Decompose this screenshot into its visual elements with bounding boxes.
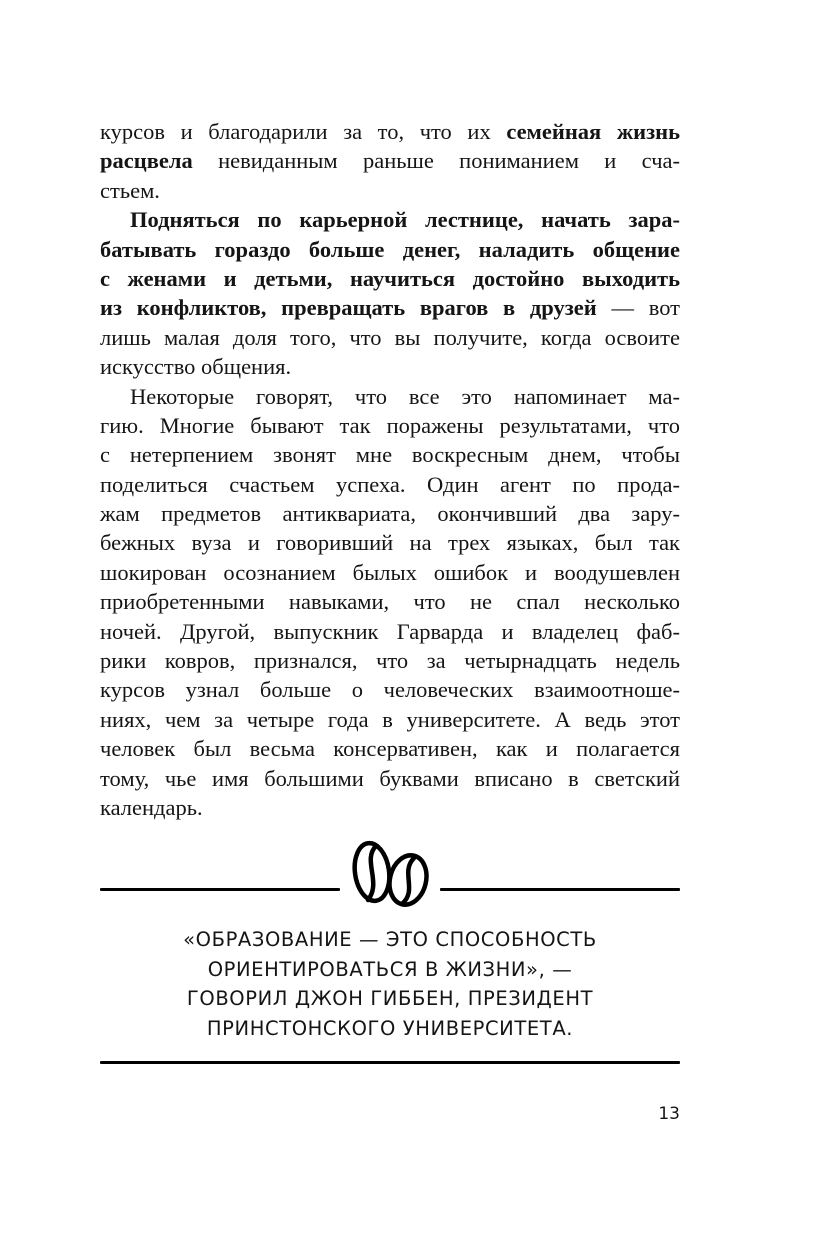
p3-line: бежных вуза и говоривший на трех языках, был так (100, 530, 680, 556)
bold-run: расцвела (100, 148, 193, 174)
text-run: курсов и благодарили за то, что их (100, 119, 507, 144)
p3-line: Некоторые говорят, что все это напоминает ма- (130, 383, 680, 409)
quote-line: ГОВОРИЛ ДЖОН ГИББЕН, ПРЕЗИДЕНТ (186, 987, 594, 1010)
p3-line: гию. Многие бывают так поражены результатами, что (100, 412, 680, 438)
p3-line: с нетерпением звонят мне воскресным днем, чтобы (100, 442, 680, 468)
bold-run: с женами и детьми, научиться достойно выходить (100, 265, 680, 291)
bold-run: семейная жизнь (506, 119, 681, 144)
p2-line-3 (100, 264, 680, 293)
p3-line: поделиться счастьем успеха. Один агент по прода- (100, 471, 680, 497)
p3-line: ниях, чем за четыре года в университете. А ведь этот (100, 706, 680, 732)
quote-line: «ОБРАЗОВАНИЕ — ЭТО СПОСОБНОСТЬ (183, 928, 597, 951)
p3-line: шокирован осознанием былых ошибок и воодушевлен (100, 559, 680, 585)
p3-line: человек был весьма консервативен, как и полагается (100, 736, 680, 762)
p3-line: тому, чье имя большими буквами вписано в светский (100, 765, 680, 791)
page-number: 13 (658, 1104, 680, 1124)
bold-run: Подняться по карьерной лестнице, начать зара- (130, 207, 680, 233)
p2-line-2 (100, 235, 680, 264)
p1-line-3: стьем. (100, 177, 160, 203)
p3-line: календарь. (100, 794, 203, 820)
p2-line-1 (100, 205, 680, 234)
body-text (100, 117, 680, 822)
p2-line-4 (100, 293, 680, 322)
quote-line: ОРИЕНТИРОВАТЬСЯ В ЖИЗНИ», — (207, 957, 573, 981)
p1-line-1 (100, 117, 680, 146)
p1-line-2 (100, 146, 680, 175)
pull-quote (100, 925, 680, 1043)
p3-line: ночей. Другой, выпускник Гарварда и владелец фаб- (100, 618, 680, 644)
p3-line: приобретенными навыками, что не спал несколько (100, 589, 680, 615)
divider-left (100, 888, 340, 891)
p2-line-5: лишь малая доля того, что вы получите, когда освоите (100, 324, 680, 350)
bold-run: батывать гораздо больше денег, наладить общение (100, 236, 680, 262)
p2-line-6: искусство общения. (100, 354, 292, 380)
p3-line: курсов узнал больше о человеческих взаимоотноше- (100, 677, 680, 703)
coffee-beans-icon (348, 838, 432, 910)
p3-line: жам предметов антиквариата, окончивший два зару- (100, 501, 680, 527)
quote-line: ПРИНСТОНСКОГО УНИВЕРСИТЕТА. (206, 1016, 574, 1040)
text-run: невиданным раньше пониманием и сча- (192, 148, 680, 174)
divider-bottom (100, 1061, 680, 1064)
p3-line: рики ковров, признался, что за четырнадцать недель (100, 648, 680, 674)
bold-run: из конфликтов, превращать врагов в друзей (100, 295, 597, 321)
divider-right (440, 888, 680, 891)
text-run: — вот (596, 295, 680, 321)
